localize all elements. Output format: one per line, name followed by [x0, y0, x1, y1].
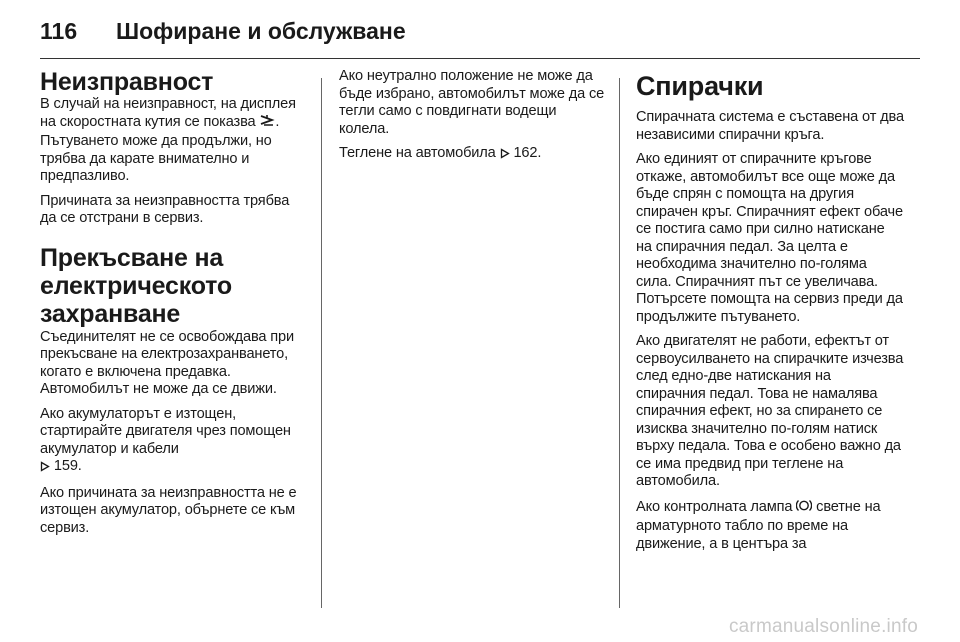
page-reference-link[interactable]: 159.: [53, 458, 82, 474]
section-title-malfunction: Неизправност: [40, 68, 214, 96]
column-right: [636, 68, 904, 560]
text: Теглене на автомобила: [339, 145, 500, 161]
paragraph: Ако неутрално положение не може да бъде избрано, автомобилът може да се тегли само с повдигнати водещи колела.: [339, 68, 605, 137]
text: Ако акумулаторът е изтощен, стартирайте двигателя чрез помощен акумулатор и кабели: [40, 405, 291, 457]
paragraph: [40, 96, 308, 186]
column-middle: [339, 68, 607, 172]
transmission-fault-icon: [259, 114, 275, 134]
paragraph: Ако единият от спирачните кръгове откаже, автомобилът все още може да бъде спрян с помощта на другия спирачен кръг. Спирачният ефект обаче се постига само при силно натискане на спирачния педал. За целта е необходима значително по-голяма сила. Спирачният път се увеличава. Потърсете помощта на сервиз преди да продължите пътуването.: [636, 151, 903, 325]
page-header: [40, 18, 406, 48]
column-divider: [321, 78, 322, 608]
reference-triangle-icon: [40, 460, 50, 478]
text: светне на арматурното табло по време на движение, а в центъра за: [636, 498, 881, 552]
paragraph: Съединителят не се освобождава при прекъсване на електрозахранването, когато е включена предавка. Автомобилът не може да се движи.: [40, 328, 294, 397]
column-divider: [619, 78, 620, 608]
paragraph: [40, 406, 308, 478]
text: . Пътуването може да продължи, но трябва да карате внимателно и предпазливо.: [40, 113, 280, 184]
brake-warning-icon: [796, 498, 812, 519]
header-rule: [40, 58, 920, 59]
chapter-title: Шофиране и обслужване: [116, 18, 406, 44]
watermark: carmanualsonline.info: [728, 616, 918, 637]
reference-triangle-icon: [500, 147, 510, 165]
page-reference-link[interactable]: 162.: [513, 145, 542, 161]
page-number: 116: [40, 18, 78, 44]
text: Ако контролната лампа: [636, 498, 797, 515]
paragraph: Ако причината за неизправността не е изтощен акумулатор, обърнете се към сервиз.: [40, 484, 297, 536]
paragraph: [636, 498, 904, 554]
text: В случай на неизправност, на дисплея на скоростната кутия се показва: [40, 96, 296, 130]
column-left: [40, 68, 308, 544]
paragraph: Ако двигателят не работи, ефектът от сервоусилването на спирачките изчезва след едно-две натискания на спирачния педал. Това не намалява спирачния ефект, но за спирането се изисква значително по-голям натиск върху педала. Това е особено важно да се има предвид при теглене на автомобила.: [636, 333, 904, 489]
section-title-brakes: Спирачки: [636, 71, 764, 101]
section-title-power-interruption: Прекъсване на електрическото захранване: [40, 243, 232, 328]
paragraph: Спирачната система е съставена от два независими спирачни кръга.: [636, 109, 904, 143]
section-power-interruption: [40, 244, 308, 538]
paragraph: [339, 145, 607, 165]
paragraph: Причината за неизправността трябва да се отстрани в сервиз.: [40, 192, 290, 226]
